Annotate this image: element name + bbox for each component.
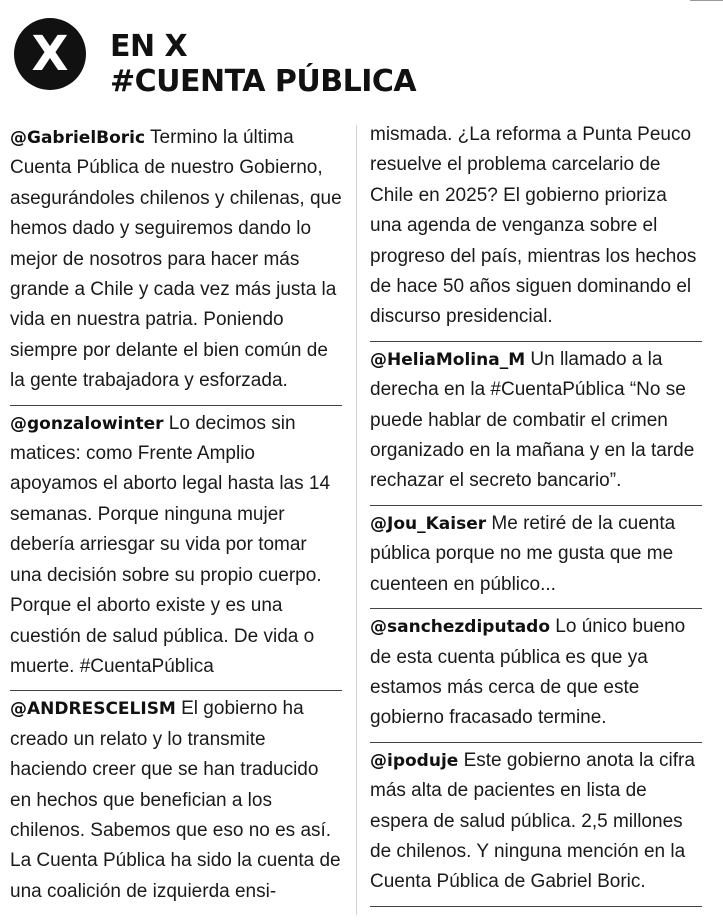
post-handle: @gonzalowinter — [10, 413, 164, 434]
title-line-2: #CUENTA PÚBLICA — [110, 64, 417, 99]
post-text: Este gobierno anota la cifra más alta de pacientes en lista de espera de salud pública. 2,5 millones de chilenos. Y ninguna mención en la Cuenta Pública de Gabriel Boric. — [370, 749, 695, 893]
column-divider — [356, 125, 357, 915]
post-handle: @sanchezdiputado — [370, 617, 551, 638]
post-handle: @ipoduje — [370, 750, 459, 771]
post-handle: @GabrielBoric — [10, 128, 146, 148]
x-logo-icon: X — [14, 18, 86, 90]
left-column — [10, 120, 342, 915]
post-gonzalowinter — [10, 406, 342, 692]
post-handle: @ANDRESCELISM — [10, 699, 176, 720]
post-text: Un llamado a la derecha en la #CuentaPública “No se puede hablar de combatir el crimen organizado en la mañana y en la tarde rechazar el secreto bancario”. — [370, 348, 695, 492]
section-title — [110, 30, 416, 100]
post-heliamolina — [370, 342, 702, 506]
right-column — [370, 120, 702, 907]
post-handle: @HeliaMolina_M — [370, 349, 526, 370]
post-text: El gobierno ha creado un relato y lo transmite haciendo creer que se han traducido en hechos que benefician a los chilenos. Sabemos que eso no es así. La Cuenta Pública ha sido la cuenta de una coalición de izquierda ensi- — [10, 698, 341, 902]
post-text: Termino la última Cuenta Pública de nuestro Gobierno, asegurándoles chilenos y chilenas, que hemos dado y seguiremos dando lo mejor de nosotros para hacer más grande a Chile y cada vez más justa la vida en nuestra patria. Poniendo siempre por delante el bien común de la gente trabajadora y esforzada. — [10, 127, 342, 392]
post-gabrielboric — [10, 120, 342, 406]
post-joukaiser — [370, 506, 702, 609]
post-ipoduje — [370, 743, 702, 907]
post-handle: @Jou_Kaiser — [370, 513, 487, 534]
post-andrescelism — [10, 691, 342, 915]
post-text-continuation: mismada. ¿La reforma a Punta Peuco resuelve el problema carcelario de Chile en 2025? El gobierno prioriza una agenda de venganza sobre el progreso del país, mientras los hechos de hace 50 años siguen dominando el discurso presidencial. — [370, 124, 697, 328]
post-text: Me retiré de la cuenta pública porque no me gusta que me cuenteen en público... — [370, 512, 676, 595]
post-text: Lo único bueno de esta cuenta pública es que ya estamos más cerca de que este gobierno fracasado termine. — [370, 616, 686, 729]
post-sanchezdiputado — [370, 609, 702, 743]
post-andrescelism-continued — [370, 120, 702, 342]
title-line-1: EN X — [110, 29, 188, 64]
section-header — [0, 0, 723, 120]
post-text: Lo decimos sin matices: como Frente Amplio apoyamos el aborto legal hasta las 14 semanas. Porque ninguna mujer debería arriesgar su vida por tomar una decisión sobre su propio cuerpo. Porque el aborto existe y es una cuestión de salud pública. De vida o muerte. #CuentaPública — [10, 412, 331, 677]
